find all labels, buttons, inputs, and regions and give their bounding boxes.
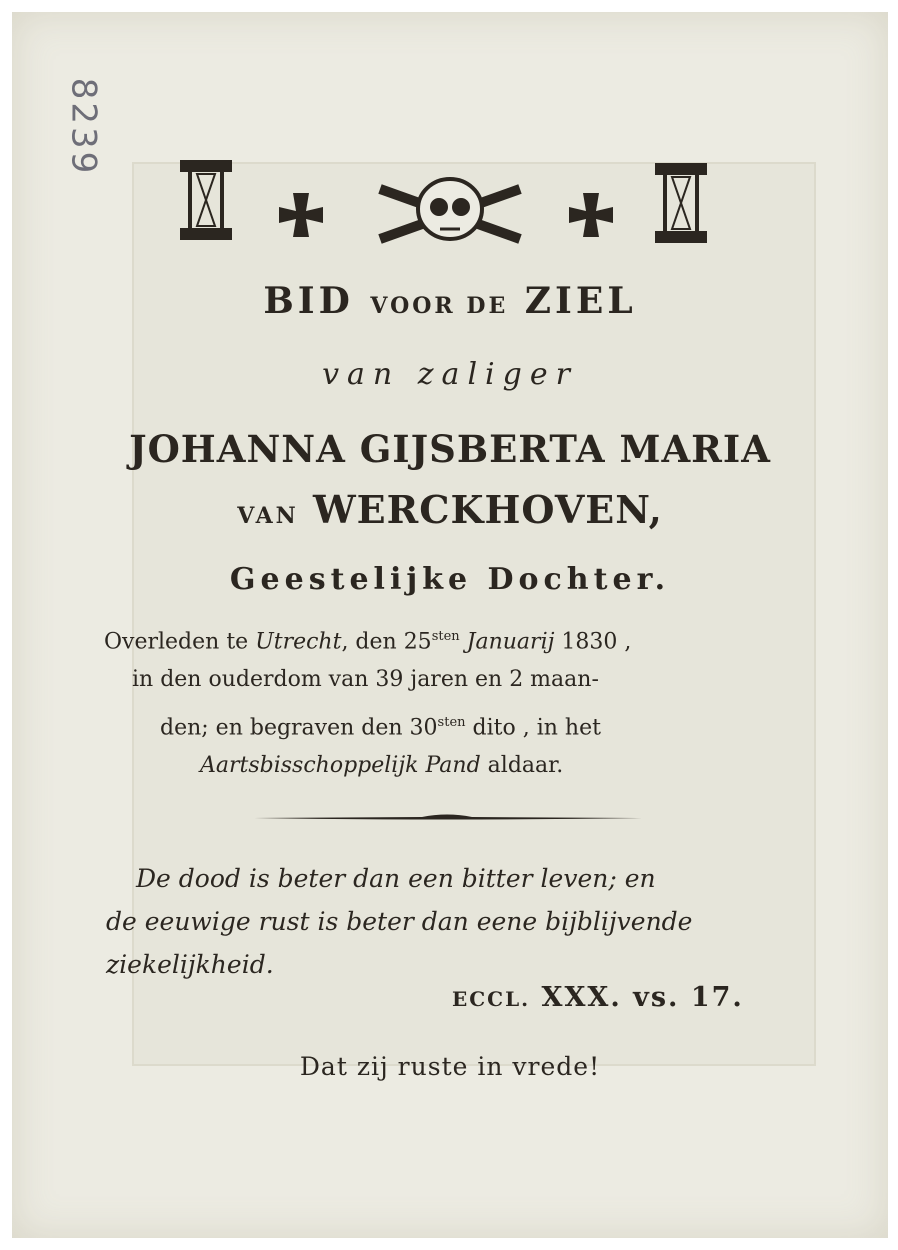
- quote-line-1: De dood is beter dan een bitter leven; en: [136, 864, 656, 893]
- heading-voor-de: VOOR DE: [370, 293, 509, 319]
- heading-bid: BID: [263, 280, 354, 322]
- surname: WERCKHOVEN,: [312, 487, 663, 532]
- hourglass-icon: [657, 165, 705, 241]
- prayer-card: [12, 12, 888, 1238]
- subheading: van zaliger: [322, 357, 578, 392]
- quote-line-3: ziekelijkheid.: [106, 950, 274, 979]
- prayer-heading: [12, 280, 888, 322]
- place-line: Aartsbisschoppelijk Pand aldaar.: [200, 753, 564, 778]
- heading-ziel: ZIEL: [524, 280, 637, 322]
- ornament-row: [12, 157, 888, 267]
- religious-title: Geestelijke Dochter.: [229, 562, 671, 597]
- month: Januarij: [466, 629, 555, 655]
- quote-line-2: de eeuwige rust is beter dan eene bijblijvende: [106, 907, 693, 936]
- closing-prayer: Dat zij ruste in vrede!: [299, 1052, 601, 1081]
- cross-pattee-icon: [279, 193, 323, 237]
- city: Utrecht: [255, 629, 342, 655]
- deceased-name: JOHANNA GIJSBERTA MARIA: [129, 427, 771, 471]
- deceased-surname: [12, 487, 888, 532]
- burial-place: Aartsbisschoppelijk Pand: [200, 753, 481, 778]
- age-line: in den ouderdom van 39 jaren en 2 maan-: [132, 667, 599, 692]
- scripture-reference: ECCL. XXX. vs. 17.: [452, 982, 744, 1013]
- manuscript-number: 8239: [63, 77, 104, 177]
- death-line: Overleden te Utrecht, den $25^{sten}$ Januarij 1830 ,: [104, 629, 632, 655]
- burial-line: den; en begraven den $30^{sten}$ dito , in het: [160, 715, 601, 741]
- ornamental-divider: [252, 812, 642, 824]
- cross-pattee-icon: [569, 193, 613, 237]
- surname-prefix: VAN: [237, 503, 299, 529]
- skull-crossbones-icon: [380, 179, 520, 239]
- hourglass-icon: [182, 162, 230, 238]
